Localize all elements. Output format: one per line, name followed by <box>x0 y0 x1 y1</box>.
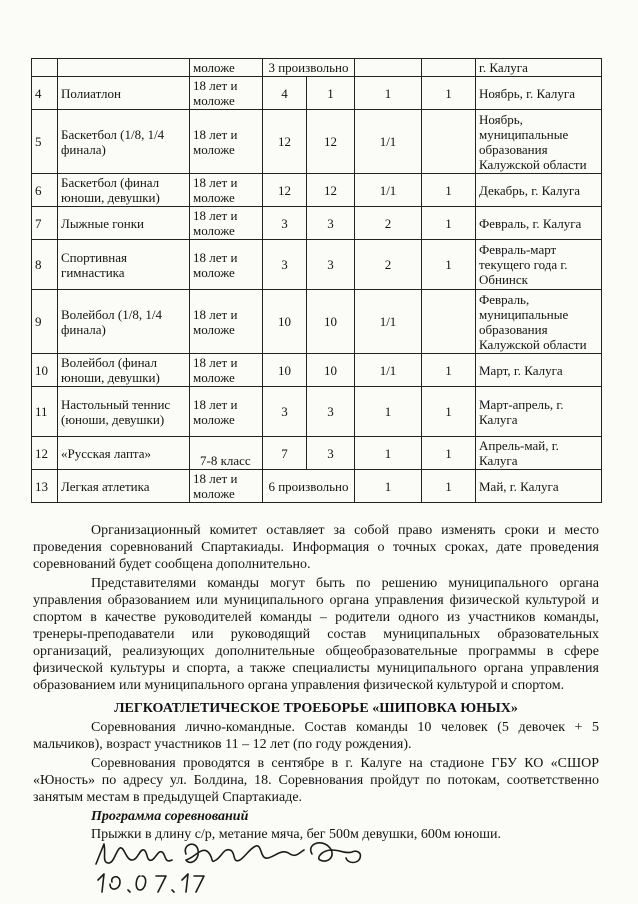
cell-sport-name: Лыжные гонки <box>58 207 190 240</box>
cell-sport-name: Баскетбол (финал юноши, девушки) <box>58 174 190 207</box>
composition-paragraph: Соревнования лично-командные. Состав команды 10 человек (5 девочек + 5 мальчиков), возраст участников 11 – 12 лет (по году рождения). <box>33 720 599 752</box>
orgcommittee-paragraph: Организационный комитет оставляет за собой право изменять сроки и место проведения соревнований Спартакиады. Информация о точных сроках, дате проведения соревнований будет сообщена дополнительно. <box>33 523 599 572</box>
schedule-table <box>31 58 602 503</box>
cell-days: 1 <box>422 207 476 240</box>
table-row <box>32 354 602 387</box>
cell-age: 18 лет и моложе <box>190 290 263 354</box>
cell-number: 9 <box>32 290 58 354</box>
section-heading: ЛЕГКОАТЛЕТИЧЕСКОЕ ТРОЕБОРЬЕ «ШИПОВКА ЮНЫХ» <box>114 701 518 716</box>
cell-rounds: 2 <box>355 240 422 290</box>
venue-paragraph: Соревнования проводятся в сентябре в г. Калуге на стадионе ГБУ КО «СШОР «Юность» по адресу ул. Болдина, 18. Соревнования пройдут по потокам, соответственно занятым местам в предыдущей Спартакиаде. <box>33 756 599 805</box>
cell-date-place: Ноябрь, муниципальные образования Калужской области <box>476 110 602 174</box>
cell-sport-name <box>58 59 190 77</box>
cell-age: 18 лет и моложе <box>190 207 263 240</box>
cell-age: 7-8 класс <box>190 437 263 470</box>
cell-date-place: Февраль, г. Калуга <box>476 207 602 240</box>
cell-number: 7 <box>32 207 58 240</box>
cell-date-place: Февраль, муниципальные образования Калужской области <box>476 290 602 354</box>
cell-rounds: 2 <box>355 207 422 240</box>
cell-age: 18 лет и моложе <box>190 387 263 437</box>
cell-days: 1 <box>422 470 476 503</box>
cell-rounds: 1 <box>355 437 422 470</box>
cell-scoring-count: 3 <box>307 387 355 437</box>
cell-days <box>422 59 476 77</box>
cell-team-size: 12 <box>263 110 307 174</box>
cell-date-place: Февраль-март текущего года г. Обнинск <box>476 240 602 290</box>
cell-scoring-count: 10 <box>307 290 355 354</box>
cell-number: 12 <box>32 437 58 470</box>
cell-scoring-count: 3 <box>307 207 355 240</box>
cell-number: 5 <box>32 110 58 174</box>
cell-sport-name: Волейбол (финал юноши, девушки) <box>58 354 190 387</box>
table-row <box>32 207 602 240</box>
cell-team-size: 12 <box>263 174 307 207</box>
cell-scoring-count: 3 <box>307 240 355 290</box>
cell-age: 18 лет и моложе <box>190 77 263 110</box>
cell-rounds: 1/1 <box>355 354 422 387</box>
table-row <box>32 174 602 207</box>
cell-age: 18 лет и моложе <box>190 470 263 503</box>
cell-date-place: Март-апрель, г. Калуга <box>476 387 602 437</box>
program-title: Программа соревнований <box>91 809 249 824</box>
cell-days <box>422 290 476 354</box>
cell-days: 1 <box>422 240 476 290</box>
cell-sport-name: Баскетбол (1/8, 1/4 финала) <box>58 110 190 174</box>
cell-date-place: Март, г. Калуга <box>476 354 602 387</box>
cell-rounds: 1/1 <box>355 110 422 174</box>
cell-sport-name: Легкая атлетика <box>58 470 190 503</box>
cell-date-place: Ноябрь, г. Калуга <box>476 77 602 110</box>
cell-scoring-count: 3 <box>307 437 355 470</box>
cell-team-size: 3 произвольно <box>263 59 355 77</box>
cell-number: 8 <box>32 240 58 290</box>
cell-days: 1 <box>422 174 476 207</box>
cell-scoring-count: 12 <box>307 110 355 174</box>
representatives-paragraph: Представителями команды могут быть по решению муниципального органа управления образованием или муниципального органа управления физической культурой и спортом в качестве руководителей команды – родители одного из участников команды, тренеры-преподаватели или руководящий состав муниципальных образовательных организаций, реализующих дополнительные общеобразовательные программы в сфере физической культуры и спорта, а также специалисты муниципального органа управления образованием или муниципального органа управления физической культурой и спортом. <box>33 576 599 693</box>
cell-days: 1 <box>422 77 476 110</box>
cell-rounds: 1 <box>355 387 422 437</box>
table-row <box>32 77 602 110</box>
cell-rounds: 1 <box>355 470 422 503</box>
cell-sport-name: «Русская лапта» <box>58 437 190 470</box>
cell-age: 18 лет и моложе <box>190 354 263 387</box>
cell-team-size: 4 <box>263 77 307 110</box>
table-row <box>32 240 602 290</box>
cell-number <box>32 59 58 77</box>
cell-team-size: 10 <box>263 354 307 387</box>
table-row <box>32 387 602 437</box>
cell-days: 1 <box>422 437 476 470</box>
table-row <box>32 290 602 354</box>
cell-sport-name: Спортивная гимнастика <box>58 240 190 290</box>
cell-date-place: Май, г. Калуга <box>476 470 602 503</box>
cell-rounds: 1/1 <box>355 174 422 207</box>
cell-date-place: Декабрь, г. Калуга <box>476 174 602 207</box>
table-row <box>32 59 602 77</box>
handwritten-signature <box>90 830 390 900</box>
cell-sport-name: Настольный теннис (юноши, девушки) <box>58 387 190 437</box>
cell-team-size: 7 <box>263 437 307 470</box>
cell-sport-name: Волейбол (1/8, 1/4 финала) <box>58 290 190 354</box>
cell-team-size: 3 <box>263 387 307 437</box>
table-row <box>32 110 602 174</box>
cell-number: 6 <box>32 174 58 207</box>
cell-number: 11 <box>32 387 58 437</box>
cell-team-size: 3 <box>263 240 307 290</box>
cell-rounds: 1 <box>355 77 422 110</box>
cell-number: 4 <box>32 77 58 110</box>
table-row <box>32 470 602 503</box>
cell-scoring-count: 1 <box>307 77 355 110</box>
cell-scoring-count: 10 <box>307 354 355 387</box>
cell-team-size: 6 произвольно <box>263 470 355 503</box>
cell-date-place: Апрель-май, г. Калуга <box>476 437 602 470</box>
cell-number: 13 <box>32 470 58 503</box>
cell-number: 10 <box>32 354 58 387</box>
cell-rounds <box>355 59 422 77</box>
table-row <box>32 437 602 470</box>
cell-rounds: 1/1 <box>355 290 422 354</box>
cell-date-place: г. Калуга <box>476 59 602 77</box>
cell-days <box>422 110 476 174</box>
cell-team-size: 3 <box>263 207 307 240</box>
cell-age: моложе <box>190 59 263 77</box>
cell-team-size: 10 <box>263 290 307 354</box>
cell-days: 1 <box>422 354 476 387</box>
cell-age: 18 лет и моложе <box>190 174 263 207</box>
cell-age: 18 лет и моложе <box>190 240 263 290</box>
cell-scoring-count: 12 <box>307 174 355 207</box>
cell-sport-name: Полиатлон <box>58 77 190 110</box>
program-text: Прыжки в длину с/р, метание мяча, бег 500м девушки, 600м юноши. <box>91 827 501 842</box>
cell-age: 18 лет и моложе <box>190 110 263 174</box>
cell-days: 1 <box>422 387 476 437</box>
